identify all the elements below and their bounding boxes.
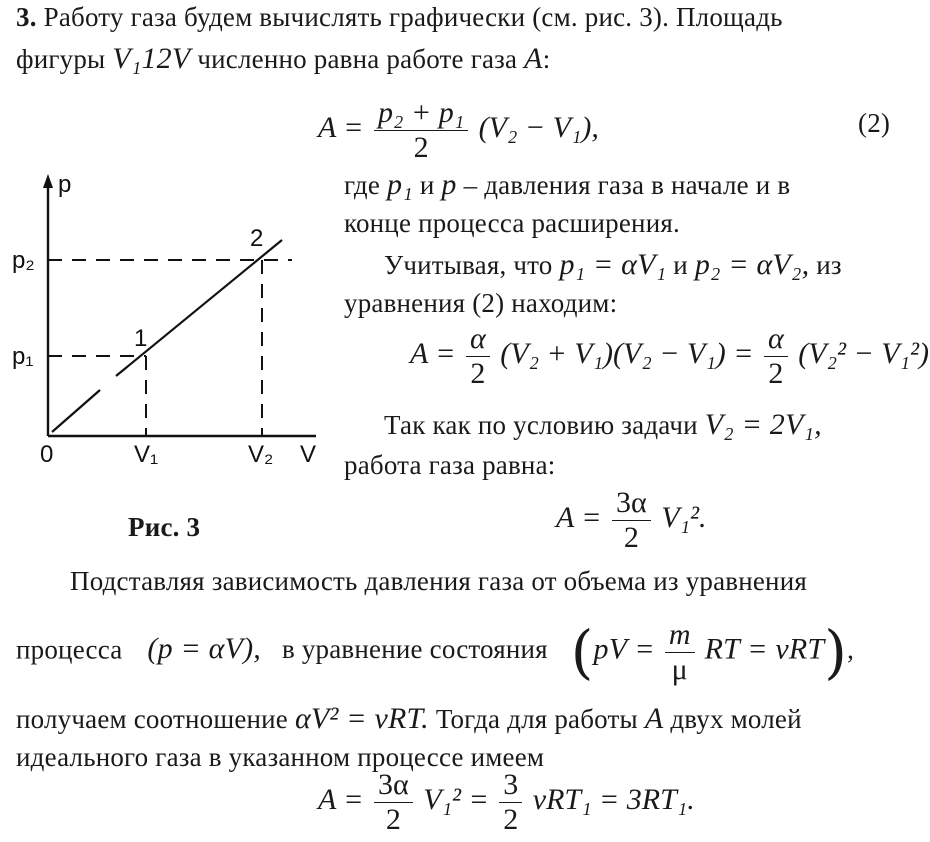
eq5-num-1: 3α xyxy=(374,768,413,803)
para5-end: , xyxy=(847,634,855,665)
state-open-paren: ( xyxy=(570,618,594,687)
equation-2 xyxy=(318,96,599,164)
pv-diagram xyxy=(0,168,330,478)
relation-p2: p₂ = αV₂, xyxy=(694,248,810,281)
point-2-label: 2 xyxy=(250,225,264,252)
state-num: m xyxy=(665,618,695,653)
para3-and: и xyxy=(673,250,688,280)
eq2-numerator: p₂ + p₁ xyxy=(374,96,468,131)
eq5-fraction-1 xyxy=(374,768,413,836)
eq5-den-2: 2 xyxy=(503,802,519,836)
para1-line1 xyxy=(16,2,783,33)
state-close-paren: ) xyxy=(824,618,848,687)
eq3-lhs: A = xyxy=(410,336,456,370)
figure-name: V₁12V xyxy=(112,42,191,75)
eq3-mid: (V₂ + V₁)(V₂ − V₁) = xyxy=(500,336,754,370)
para6-line2: идеального газа в указанном процессе имеем xyxy=(16,742,545,772)
origin-label: 0 xyxy=(40,441,54,468)
figure-caption: Рис. 3 xyxy=(128,512,201,542)
eq4-lhs: A = xyxy=(556,500,602,534)
para3-post: из xyxy=(816,250,842,280)
label-p2: p₂ xyxy=(12,247,35,274)
eq2-denominator: 2 xyxy=(413,130,429,164)
eq5-num-2: 3 xyxy=(499,768,522,803)
para2-line1 xyxy=(344,168,790,202)
relation-p1: p₁ = αV₁ xyxy=(559,248,667,281)
para3-line2: уравнения (2) находим: xyxy=(344,288,618,318)
eq4-rhs: V₁². xyxy=(661,500,707,534)
eq2-fraction xyxy=(374,96,468,164)
para2-line2: конце процесса расширения. xyxy=(344,208,680,238)
para3-pre: Учитывая, что xyxy=(384,250,553,280)
equation-5 xyxy=(318,768,695,836)
process-equation: (p = αV), xyxy=(147,632,261,666)
eq5-mid: V₁² = xyxy=(423,782,489,816)
relation-alpha: αV² = νRT. xyxy=(294,702,429,735)
point-1-label: 1 xyxy=(134,325,148,352)
equation-3 xyxy=(410,322,929,390)
label-v1: V₁ xyxy=(134,441,159,468)
para5-mid: в уравнение состояния xyxy=(281,634,548,665)
p-axis-arrow xyxy=(43,174,53,188)
eq3-fraction-1 xyxy=(466,322,490,390)
eq3-rhs: (V₂² − V₁²) xyxy=(798,336,929,370)
para1-line2-post: численно равна работе газа xyxy=(197,44,518,74)
var-a-2: A xyxy=(644,702,664,735)
para5-line1: Подставляя зависимость давления газа от объема из уравнения xyxy=(70,566,807,596)
eq2-lhs: A = xyxy=(318,110,364,144)
eq5-lhs: A = xyxy=(318,782,364,816)
eq4-fraction xyxy=(612,486,651,554)
process-line-lower xyxy=(52,390,100,432)
para1-line2 xyxy=(16,42,550,76)
state-lhs: pV = xyxy=(593,632,655,666)
eq5-fraction-2 xyxy=(499,768,522,836)
var-a: A xyxy=(524,42,543,75)
equation-4 xyxy=(556,486,707,554)
state-fraction xyxy=(665,618,695,686)
eq3-fraction-2 xyxy=(764,322,788,390)
para5-line2 xyxy=(16,618,854,686)
para4-line1 xyxy=(384,408,822,442)
para1-text1: Работу газа будем вычислять графически (см. рис. 3). Площадь xyxy=(43,2,783,32)
para6-line1 xyxy=(16,702,802,736)
para5-pre: процесса xyxy=(16,634,123,665)
para1-line2-pre: фигуры xyxy=(16,44,106,74)
eq3-num-1: α xyxy=(466,322,490,357)
eq2-rhs: (V₂ − V₁), xyxy=(478,110,599,144)
eq3-den-2: 2 xyxy=(768,356,784,390)
para2-post: – давления газа в начале и в xyxy=(463,170,791,200)
problem-number: 3. xyxy=(16,2,37,32)
state-rhs: RT = νRT xyxy=(704,632,825,666)
para4-line2: работа газа равна: xyxy=(344,450,556,480)
para6-post: Тогда для работы xyxy=(435,704,638,734)
para3-line1 xyxy=(384,248,842,282)
para4-pre: Так как по условию задачи xyxy=(384,410,698,440)
axis-label-p: p xyxy=(58,171,72,198)
eq5-den-1: 2 xyxy=(385,802,401,836)
label-v2: V₂ xyxy=(248,441,274,468)
var-p1: p₁ xyxy=(387,168,413,201)
para6-end: двух молей xyxy=(670,704,802,734)
var-p: p xyxy=(441,168,457,201)
para1-line2-end: : xyxy=(542,44,551,74)
para6-pre: получаем соотношение xyxy=(16,704,288,734)
eq3-num-2: α xyxy=(764,322,788,357)
state-den: μ xyxy=(671,652,688,686)
eq3-den-1: 2 xyxy=(470,356,486,390)
eq2-number: (2) xyxy=(858,108,891,138)
condition-v2: V₂ = 2V₁, xyxy=(704,408,822,441)
eq5-rhs: νRT₁ = 3RT₁. xyxy=(532,782,695,816)
eq4-den: 2 xyxy=(623,520,639,554)
eq4-num: 3α xyxy=(612,486,651,521)
label-p1: p₁ xyxy=(12,343,34,370)
axis-label-v: V xyxy=(300,441,317,468)
para2-and: и xyxy=(419,170,435,200)
para2-pre: где xyxy=(344,170,381,200)
